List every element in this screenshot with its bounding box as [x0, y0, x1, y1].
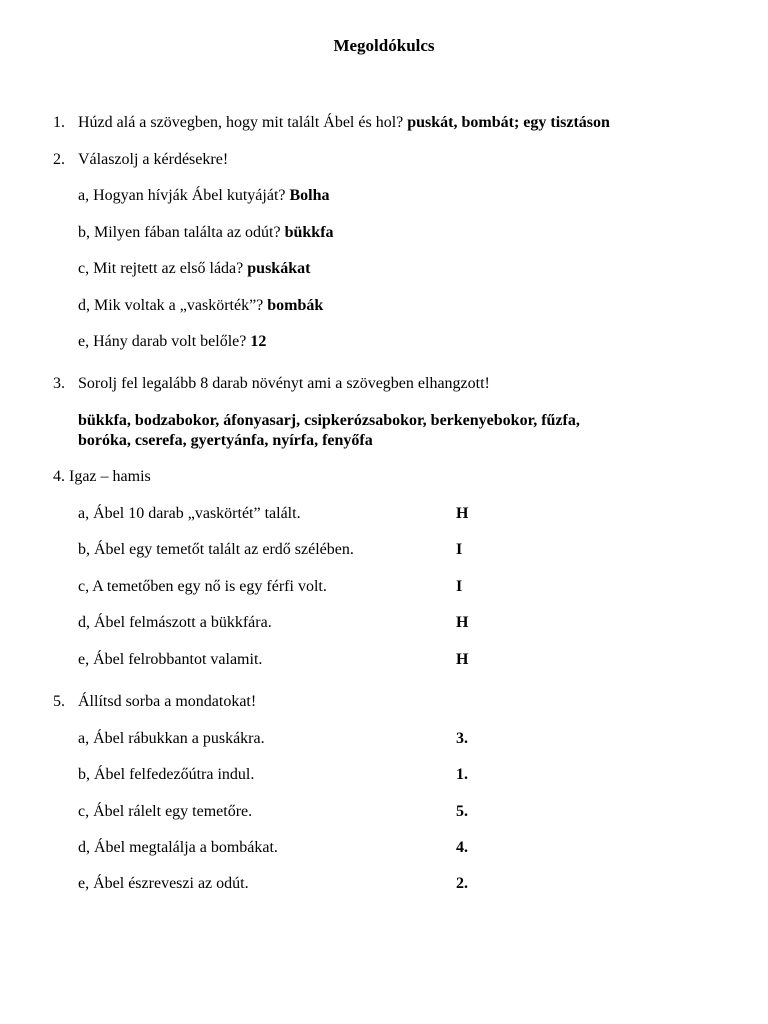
q3-answer-line: boróka, cserefa, gyertyánfa, nyírfa, fenyőfa [78, 432, 373, 449]
q5-item-sentence: e, Ábel észreveszi az odút. [78, 875, 249, 892]
q5-item-sentence: a, Ábel rábukkan a puskákra. [78, 730, 265, 747]
q5-number: 5. [53, 693, 65, 710]
q5-item-order: 5. [456, 803, 468, 820]
q4-item-answer: I [456, 541, 463, 558]
q2-item-question: b, Milyen fában találta az odút? [78, 224, 281, 241]
q1-number: 1. [53, 114, 65, 131]
q4-heading: 4. Igaz – hamis [53, 468, 151, 485]
q2-item-answer: puskákat [247, 260, 311, 277]
q1-line [78, 113, 610, 133]
q5-item-order: 2. [456, 875, 468, 892]
q4-item-statement: b, Ábel egy temetőt talált az erdő szélében. [78, 541, 354, 558]
q3-question: Sorolj fel legalább 8 darab növényt ami a szövegben elhangzott! [78, 375, 490, 392]
q4-item-statement: e, Ábel felrobbantot valamit. [78, 651, 263, 668]
q5-item-order: 4. [456, 839, 468, 856]
page-title: Megoldókulcs [333, 36, 435, 55]
q2-item-question: c, Mit rejtett az első láda? [78, 260, 244, 277]
q5-item-order: 3. [456, 730, 468, 747]
q2-number: 2. [53, 151, 65, 168]
q2-item-question: d, Mik voltak a „vaskörték”? [78, 297, 264, 314]
q4-item-answer: H [456, 505, 469, 522]
q5-item-sentence: d, Ábel megtalálja a bombákat. [78, 839, 278, 856]
q2-item [78, 186, 330, 206]
q2-item [78, 296, 323, 316]
q2-item [78, 223, 334, 243]
q4-item-answer: I [456, 578, 463, 595]
q2-item-answer: 12 [250, 333, 267, 350]
q1-answer: puskát, bombát; egy tisztáson [407, 114, 610, 131]
q3-number: 3. [53, 375, 65, 392]
q4-item-statement: a, Ábel 10 darab „vaskörtét” talált. [78, 505, 301, 522]
q5-item-order: 1. [456, 766, 468, 783]
q1-question: Húzd alá a szövegben, hogy mit talált Ábel és hol? [78, 114, 404, 131]
q4-item-answer: H [456, 614, 469, 631]
q4-item-statement: c, A temetőben egy nő is egy férfi volt. [78, 578, 327, 595]
q5-item-sentence: c, Ábel rálelt egy temetőre. [78, 803, 253, 820]
q2-item-question: a, Hogyan hívják Ábel kutyáját? [78, 187, 286, 204]
q3-answer-line: bükkfa, bodzabokor, áfonyasarj, csipkerózsabokor, berkenyebokor, fűzfa, [78, 412, 580, 429]
q4-item-answer: H [456, 651, 469, 668]
q4-item-statement: d, Ábel felmászott a bükkfára. [78, 614, 272, 631]
q2-item [78, 259, 310, 279]
q5-item-sentence: b, Ábel felfedezőútra indul. [78, 766, 255, 783]
q2-item-answer: bombák [267, 297, 324, 314]
q2-item-question: e, Hány darab volt belőle? [78, 333, 247, 350]
q2-item-answer: bükkfa [284, 224, 334, 241]
q2-item-answer: Bolha [289, 187, 330, 204]
q5-question: Állítsd sorba a mondatokat! [78, 693, 257, 710]
q2-question: Válaszolj a kérdésekre! [78, 151, 229, 168]
q2-item [78, 332, 266, 352]
